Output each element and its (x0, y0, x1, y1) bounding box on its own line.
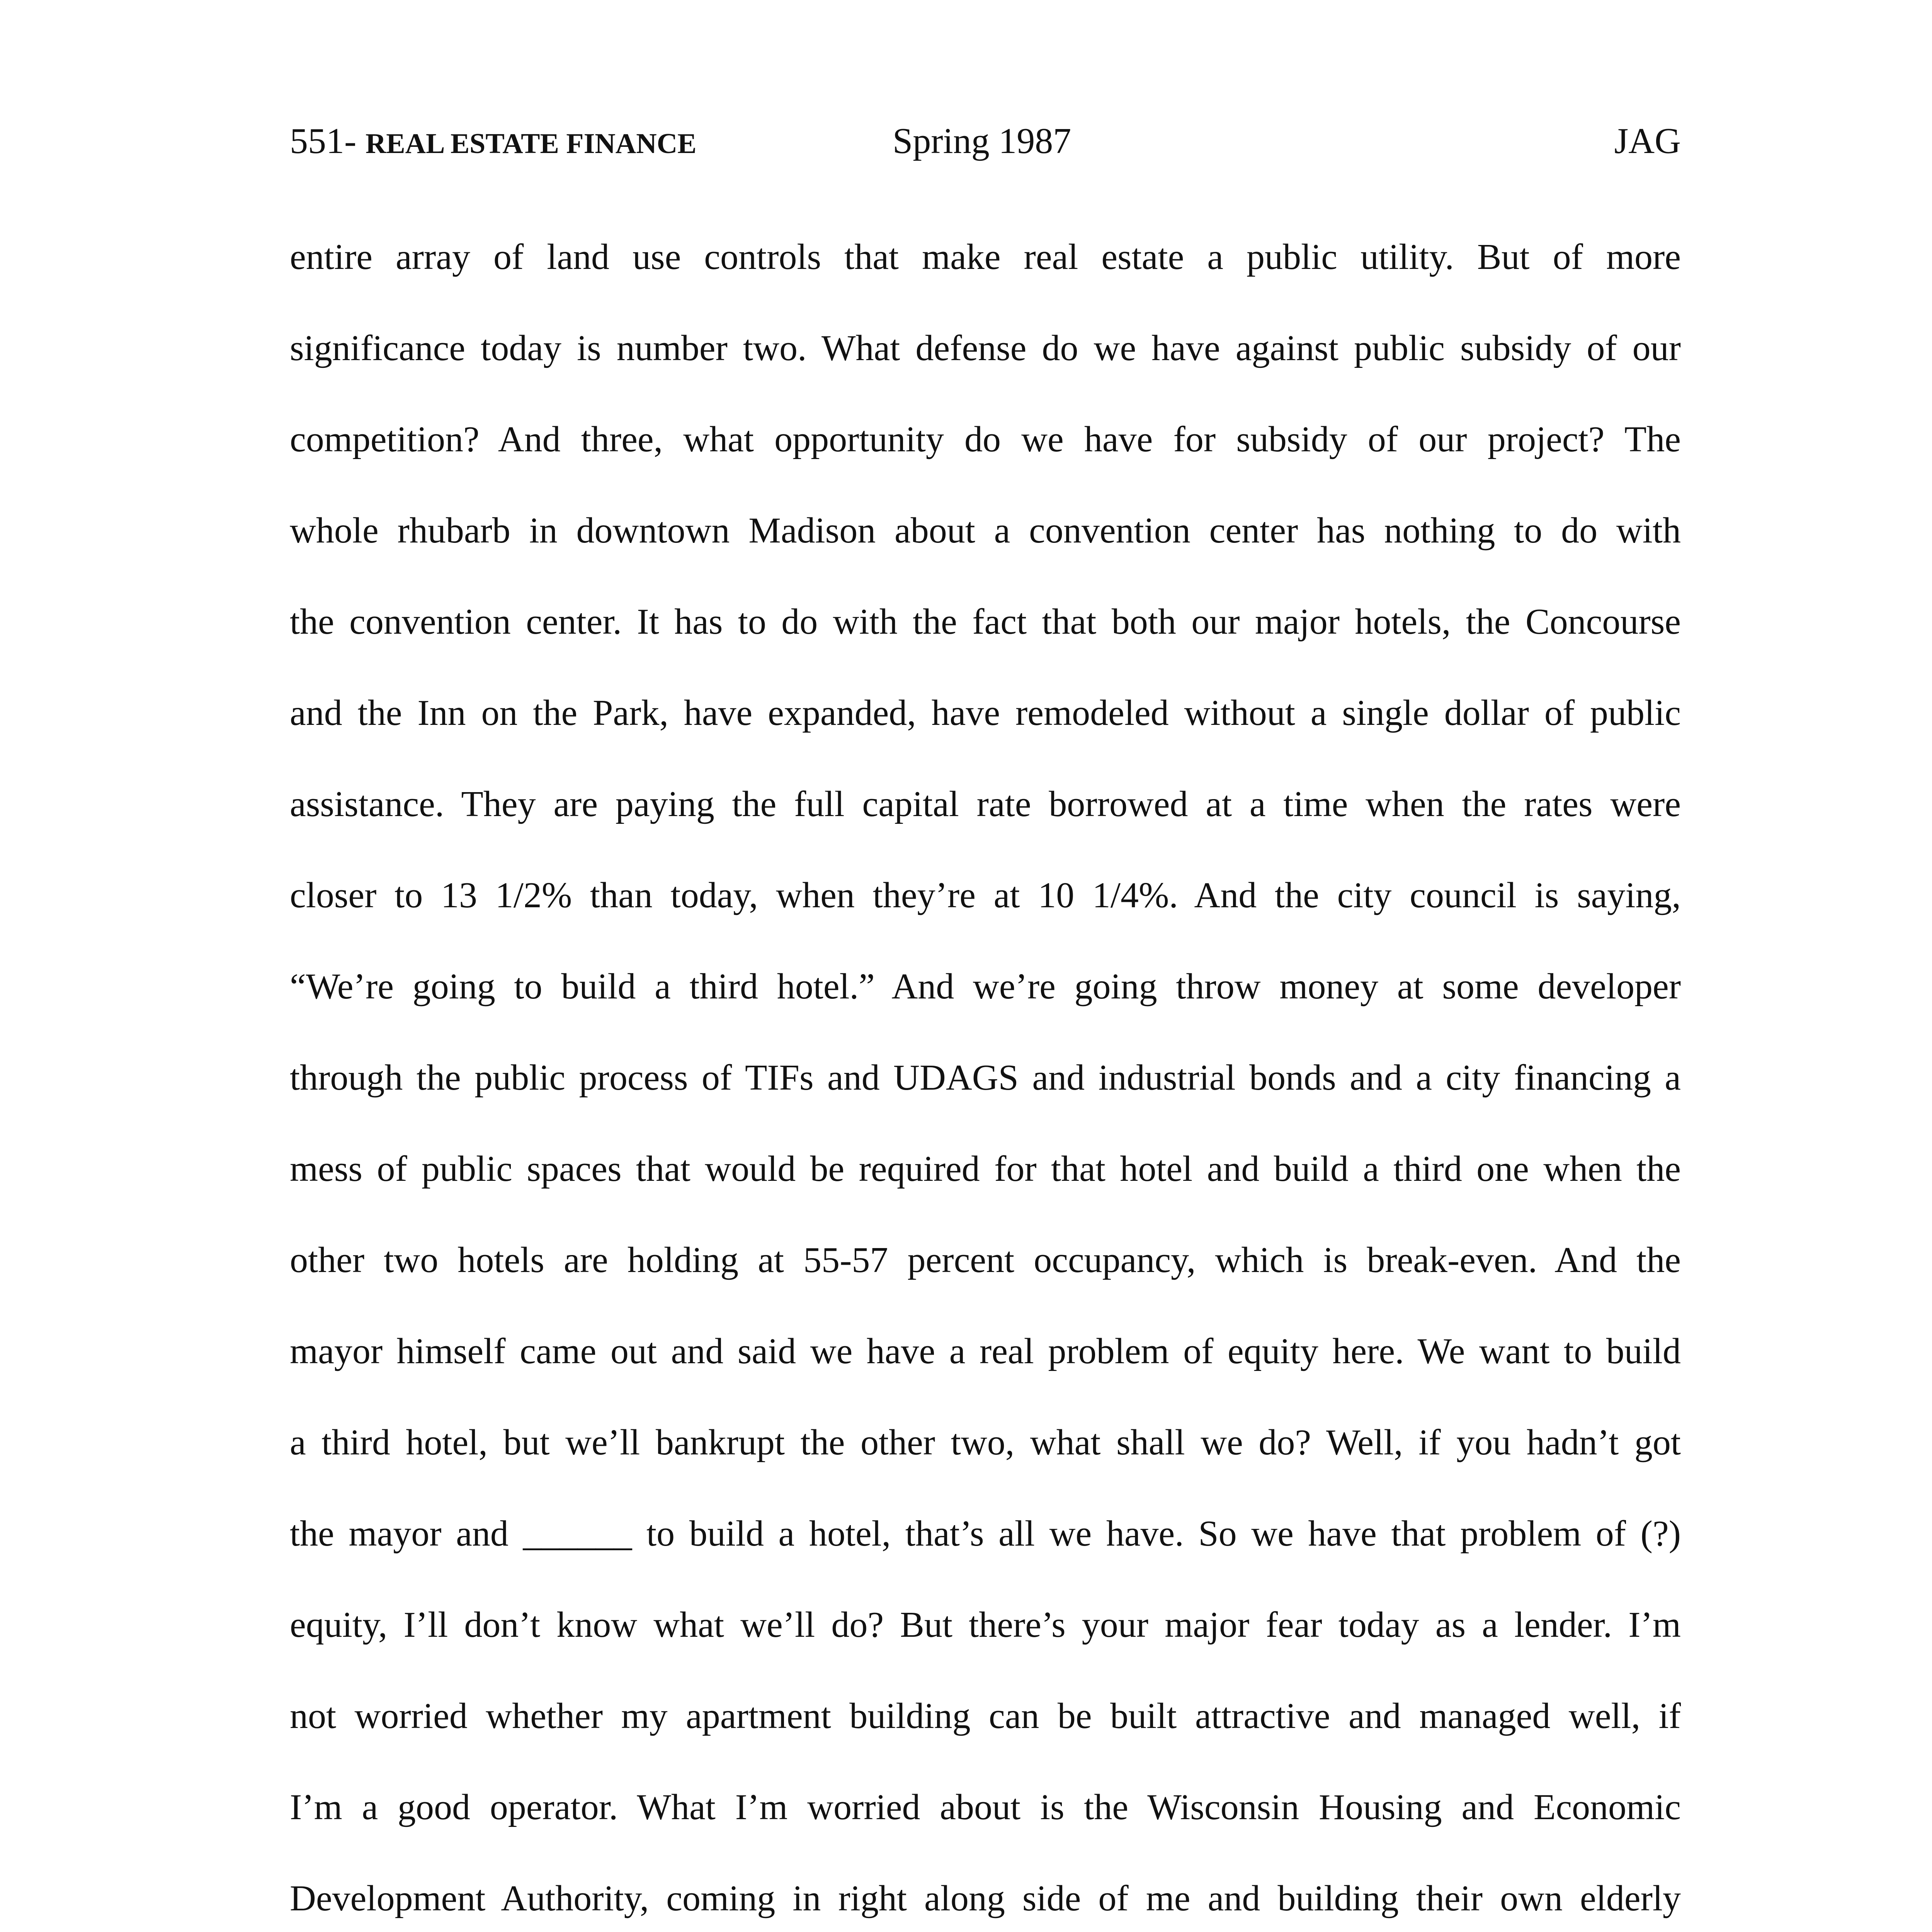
text-line: the mayor and ______ to build a hotel, that’s all we have. So we have that problem of (?) (290, 1514, 1681, 1554)
course-number: 551- (290, 121, 366, 161)
course-title: REAL ESTATE FINANCE (365, 128, 697, 160)
text-line: closer to 13 1/2% than today, when they’re at 10 1/4%. And the city council is saying, (290, 875, 1681, 915)
text-line: significance today is number two. What defense do we have against public subsidy of our (290, 328, 1681, 368)
text-line: I’m a good operator. What I’m worried about is the Wisconsin Housing and Economic (290, 1787, 1681, 1827)
text-line: “We’re going to build a third hotel.” And we’re going throw money at some developer (290, 966, 1681, 1007)
text-line: Development Authority, coming in right along side of me and building their own elderly (290, 1878, 1681, 1918)
text-line: and the Inn on the Park, have expanded, have remodeled without a single dollar of public (290, 693, 1681, 733)
text-line: equity, I’ll don’t know what we’ll do? But there’s your major fear today as a lender. I’m (290, 1605, 1681, 1645)
author-initials: JAG (1614, 121, 1681, 161)
text-line: through the public process of TIFs and UDAGS and industrial bonds and a city financing a (290, 1058, 1681, 1098)
page-header (290, 116, 1681, 166)
text-line: the convention center. It has to do with the fact that both our major hotels, the Concourse (290, 602, 1681, 642)
text-line: not worried whether my apartment building can be built attractive and managed well, if (290, 1696, 1681, 1736)
term-label: Spring 1987 (893, 121, 1071, 161)
text-line: competition? And three, what opportunity do we have for subsidy of our project? The (290, 419, 1681, 459)
text-line: mess of public spaces that would be required for that hotel and build a third one when the (290, 1149, 1681, 1189)
text-line: mayor himself came out and said we have a real problem of equity here. We want to build (290, 1331, 1681, 1371)
text-line: whole rhubarb in downtown Madison about a convention center has nothing to do with (290, 510, 1681, 551)
text-line: a third hotel, but we’ll bankrupt the other two, what shall we do? Well, if you hadn’t got (290, 1422, 1681, 1463)
transcript-body (290, 232, 1681, 1932)
course-heading (290, 116, 697, 169)
text-line: assistance. They are paying the full capital rate borrowed at a time when the rates were (290, 784, 1681, 824)
text-line: other two hotels are holding at 55-57 percent occupancy, which is break-even. And the (290, 1240, 1681, 1280)
text-line: entire array of land use controls that make real estate a public utility. But of more (290, 237, 1681, 277)
